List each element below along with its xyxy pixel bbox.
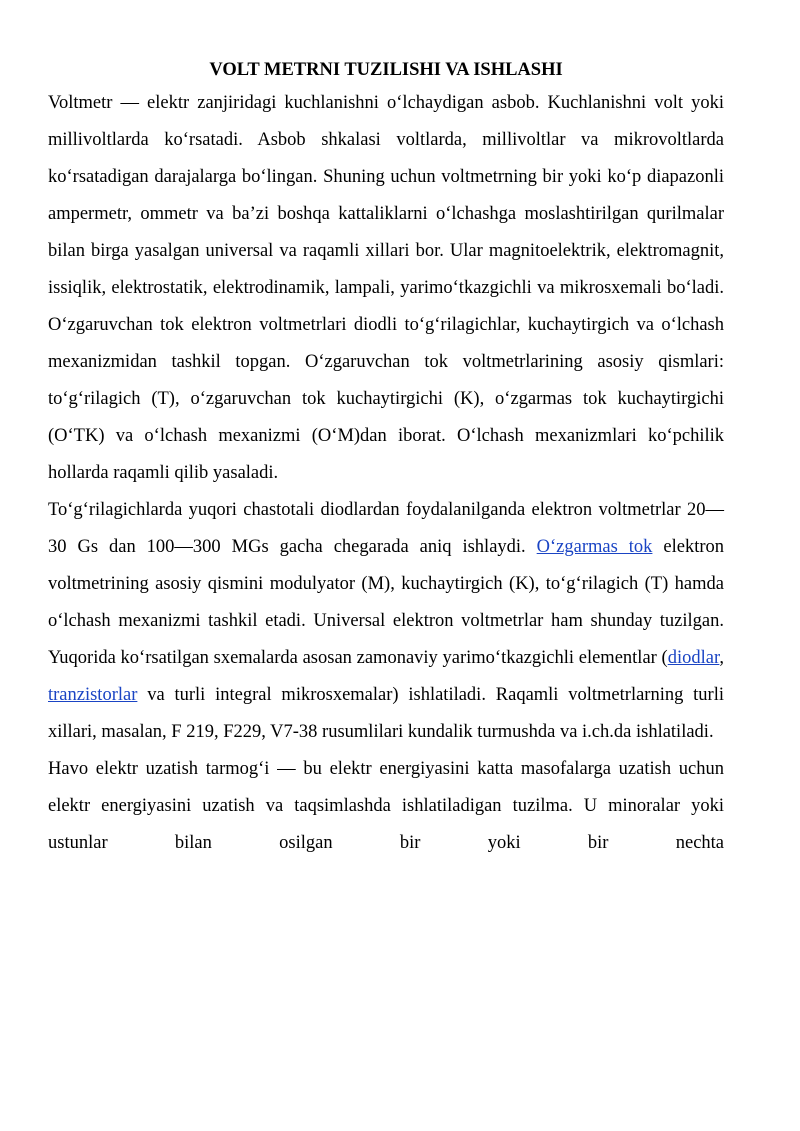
paragraph-electronic-voltmeters xyxy=(48,492,724,751)
link-tranzistorlar[interactable]: tranzistorlar xyxy=(48,685,138,705)
link-diodlar[interactable]: diodlar xyxy=(667,648,720,668)
paragraph-voltmeter-definition: Voltmetr — elektr zanjiridagi kuchlanishni o‘lchaydigan asbob. Kuchlanishni volt yoki millivoltlarda ko‘rsatadi. Asbob shkalasi voltlarda, millivoltlar va mikrovoltlarda ko‘rsatadigan darajalarga bo‘lingan. Shuning uchun voltmetrning bir yoki ko‘p diapazonli ampermetr, ommetr va ba’zi boshqa kattaliklarni o‘lchashga moslashtirilgan qurilmalar bilan birga yasalgan universal va raqamli xillari bor. Ular magnitoelektrik, elektromagnit, issiqlik, elektrostatik, elektrodinamik, lampali, yarimo‘tkazgichli va mikrosxemali bo‘ladi. O‘zgaruvchan tok elektron voltmetrlari diodli to‘g‘rilagichlar, kuchaytirgich va o‘lchash mexanizmidan tashkil topgan. O‘zgaruvchan tok voltmetrlarining asosiy qismlari: to‘g‘rilagich (T), o‘zgaruvchan tok kuchaytirgichi (K), o‘zgarmas tok kuchaytirgichi (O‘TK) va o‘lchash mexanizmi (O‘M)dan iborat. O‘lchash mexanizmlari ko‘pchilik hollarda raqamli qilib yasaladi. xyxy=(48,93,724,483)
document-title: VOLT METRNI TUZILISHI VA ISHLASHI xyxy=(209,60,563,80)
paragraph-text: To‘g‘rilagichlarda yuqori chastotali diodlardan foydalanilganda elektron voltmetrlar 20—30 Gs dan 100—300 MGs gacha chegarada aniq ishlaydi. xyxy=(48,500,724,557)
document-page xyxy=(48,58,724,862)
paragraph-text: va turli integral mikrosxemalar) ishlatiladi. Raqamli voltmetrlarning turli xillari, masalan, F 219, F229, V7-38 rusumlilari kundalik turmushda va i.ch.da ishlatiladi. xyxy=(48,685,724,742)
paragraph-text: elektron voltmetrining asosiy qismini modulyator (M), kuchaytirgich (K), to‘g‘rilagich (T) hamda o‘lchash mexanizmi tashkil etadi. Universal elektron voltmetrlar ham shunday tuzilgan. Yuqorida ko‘rsatilgan sxemalarda asosan zamonaviy yarimo‘tkazgichli elementlar ( xyxy=(48,537,725,668)
paragraph-power-lines: Havo elektr uzatish tarmog‘i — bu elektr energiyasini katta masofalarga uzatish uchun elektr energiyasini uzatish va taqsimlashda ishlatiladigan tuzilma. U minoralar yoki ustunlar bilan osilgan bir yoki bir nechta xyxy=(48,759,724,853)
link-ozgarmas-tok[interactable]: O‘zgarmas tok xyxy=(536,537,653,557)
paragraph-text: , xyxy=(719,648,724,668)
